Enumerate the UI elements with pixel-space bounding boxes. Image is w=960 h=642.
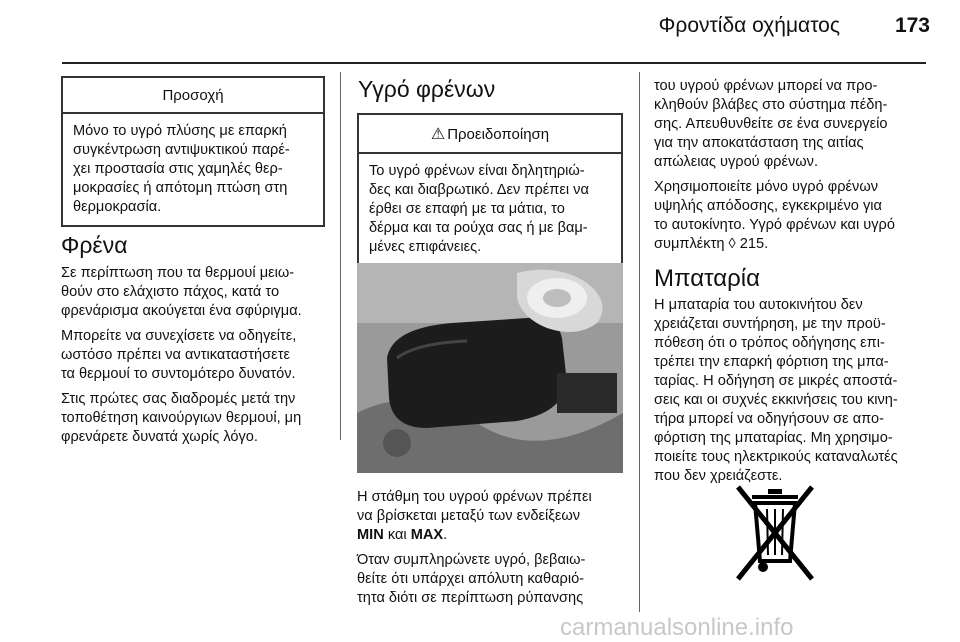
- column-divider-1: [340, 72, 341, 440]
- text-line: χρειάζεται συντήρηση, με την προϋ-: [654, 316, 886, 332]
- text-line: φόρτιση της μπαταρίας. Μη χρησιμο-: [654, 430, 893, 446]
- level-text: [357, 488, 632, 614]
- text-line: Η μπαταρία του αυτοκινήτου δεν: [654, 297, 863, 313]
- warning-text: [359, 154, 621, 265]
- caution-line: θερμοκρασία.: [73, 199, 162, 215]
- text-line: Η στάθμη του υγρού φρένων πρέπει: [357, 489, 592, 505]
- brake-fluid-heading: Υγρό φρένων: [358, 76, 496, 102]
- text-line: τητα διότι σε περίπτωση ρύπανσης: [357, 590, 584, 606]
- text-line: θείτε ότι υπάρχει απόλυτη καθαριό-: [357, 571, 585, 587]
- text-line: θούν στο ελάχιστο πάχος, κατά το: [61, 284, 280, 300]
- warning-line: δες και διαβρωτικό. Δεν πρέπει να: [369, 182, 589, 198]
- warning-box: [357, 113, 623, 267]
- caution-line: χει προστασία στις χαμηλές θερ-: [73, 161, 283, 177]
- text-line: Μπορείτε να συνεχίσετε να οδηγείτε,: [61, 328, 297, 344]
- and-word: και: [387, 527, 407, 543]
- text-line: για την αποκατάσταση της αιτίας: [654, 135, 864, 151]
- text-line: Σε περίπτωση που τα θερμουί μειω-: [61, 265, 295, 281]
- warning-line: μένες επιφάνειες.: [369, 239, 482, 255]
- text-line: τα θερμουί το συντομότερο δυνατόν.: [61, 366, 296, 382]
- caution-line: Μόνο το υγρό πλύσης με επαρκή: [73, 123, 287, 139]
- header-rule: [62, 62, 926, 64]
- column-divider-2: [639, 72, 640, 612]
- watermark: carmanualsonline.info: [560, 614, 794, 641]
- text-line: τρέπει την επαρκή φόρτιση της μπα-: [654, 354, 889, 370]
- text-line: να βρίσκεται μεταξύ των ενδείξεων: [357, 508, 581, 524]
- brakes-text: [61, 264, 336, 453]
- page-reference-link[interactable]: 215.: [739, 236, 769, 252]
- text-line: Χρησιμοποιείτε μόνο υγρό φρένων: [654, 179, 879, 195]
- page-number: 173: [894, 14, 930, 37]
- text-line: φρενάρισμα ακούγεται ένα σφύριγμα.: [61, 303, 302, 319]
- text-line: πόθεση ότι ο τρόπος οδήγησης επι-: [654, 335, 885, 351]
- text-line: τήρα μπορεί να οδηγήσουν σε απο-: [654, 411, 885, 427]
- max-mark: MAX: [410, 527, 444, 543]
- text-line: το αυτοκίνητο. Υγρό φρένων και υγρό: [654, 217, 895, 233]
- caution-text: [63, 114, 323, 225]
- reservoir-illustration: [357, 263, 623, 473]
- text-line: που δεν χρειάζεστε.: [654, 468, 783, 484]
- battery-text: [654, 296, 939, 492]
- warning-line: Το υγρό φρένων είναι δηλητηριώ-: [369, 163, 585, 179]
- warning-line: δέρμα και τα ρούχα σας ή με βαμ-: [369, 220, 588, 236]
- text-line: σης. Απευθυνθείτε σε ένα συνεργείο: [654, 116, 888, 132]
- crossed-out-bin-icon: [730, 483, 820, 593]
- text-line: φρενάρετε δυνατά χωρίς λόγο.: [61, 429, 258, 445]
- battery-heading: Μπαταρία: [654, 265, 760, 292]
- text-line: [357, 526, 632, 545]
- text-line: ταρίας. Η οδήγηση σε μικρές αποστά-: [654, 373, 898, 389]
- text-line: τοποθέτηση καινούργιων θερμουί, μη: [61, 410, 302, 426]
- warning-icon: ⚠: [430, 126, 446, 143]
- page-header-title: Φροντίδα οχήματος: [658, 14, 840, 37]
- brake-fluid-reservoir-photo: [357, 263, 623, 473]
- warning-header: [359, 115, 621, 154]
- text-line: υψηλής απόδοσης, εγκεκριμένο για: [654, 198, 882, 214]
- text-line: ποιείτε τους ηλεκτρικούς καταναλωτές: [654, 449, 898, 465]
- warning-line: έρθει σε επαφή με τα μάτια, το: [369, 201, 565, 217]
- text-line: κληθούν βλάβες στο σύστημα πέδη-: [654, 97, 888, 113]
- clutch-fluid-text: συμπλέκτη: [654, 236, 725, 252]
- text-line: Στις πρώτες σας διαδρομές μετά την: [61, 391, 296, 407]
- text-line: Όταν συμπληρώνετε υγρό, βεβαιω-: [357, 552, 586, 568]
- warning-heading: Προειδοποίηση: [447, 126, 550, 143]
- period: .: [443, 527, 448, 543]
- text-line: ωστόσο πρέπει να αντικαταστήσετε: [61, 347, 290, 363]
- col3-text: [654, 77, 934, 260]
- caution-line: μοκρασίες ή απότομη πτώση στη: [73, 180, 288, 196]
- page-ref-arrow-icon: ◊: [728, 236, 736, 252]
- text-line: απώλειας υγρού φρένων.: [654, 154, 819, 170]
- text-line: σεις και οι συχνές εκκινήσεις του κινη-: [654, 392, 898, 408]
- text-line: του υγρού φρένων μπορεί να προ-: [654, 78, 878, 94]
- caution-box: [61, 76, 325, 227]
- caution-line: συγκέντρωση αντιψυκτικού παρέ-: [73, 142, 290, 158]
- caution-heading: Προσοχή: [63, 78, 323, 114]
- min-mark: MIN: [357, 527, 384, 543]
- brakes-heading: Φρένα: [61, 232, 128, 258]
- text-line: [654, 235, 934, 254]
